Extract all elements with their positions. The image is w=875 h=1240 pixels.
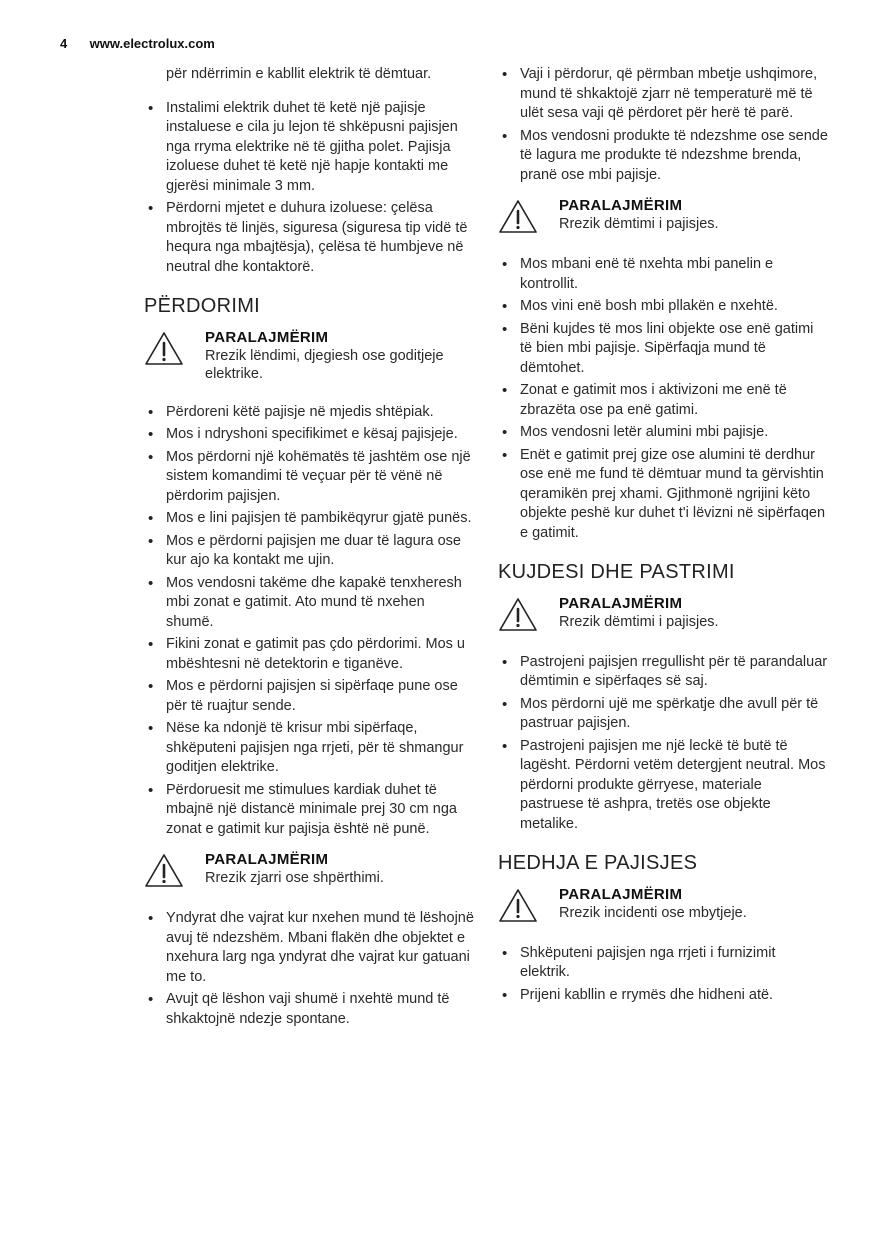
warning-text: Rrezik dëmtimi i pajisjes. [559,216,719,232]
bullet-list [144,909,474,1029]
list-item: • Avujt që lëshon vaji shumë i nxehtë mund të shkaktojnë ndezje spontane. [144,990,474,1029]
page-number: 4 [60,36,68,51]
warning-heading: PARALAJMËRIM [559,197,683,214]
right-column [498,65,828,1017]
warning-triangle-icon [498,199,538,235]
list-item: • Yndyrat dhe vajrat kur nxehen mund të lëshojnë avuj të ndezshëm. Mbani flakën dhe objektet e nxehura larg nga yndyrat dhe vajrat kur gatuani me to. [144,909,474,987]
section-title-care: KUJDESI DHE PASTRIMI [498,561,735,583]
list-item: • Mos vendosni letër alumini mbi pajisje. [498,423,828,443]
list-item: • Instalimi elektrik duhet të ketë një pajisje instaluese e cila ju lejon të shkëpusni pajisjen nga rryma elektrike në të gjitha polet. Pajisja izoluese duhet të ketë një hapje kontakti me gjerësi minimale 3 mm. [144,99,474,197]
warning-heading: PARALAJMËRIM [559,885,683,903]
list-item: • Mos vini enë bosh mbi pllakën e nxehtë. [498,297,828,317]
continuation-text: për ndërrimin e kabllit elektrik të dëmtuar. [166,66,432,82]
list-item: • Mos vendosni produkte të ndezshme ose sende të lagura me produkte të ndezshme brenda, pranë ose mbi pajisje. [498,127,828,186]
bullet-list [144,403,474,840]
list-item: • Mos e përdorni pajisjen me duar të lagura ose kur ajo ka kontakt me ujin. [144,532,474,571]
website-url: www.electrolux.com [89,36,215,51]
list-item: • Pastrojeni pajisjen rregullisht për të parandaluar dëmtimin e sipërfaqes së saj. [498,653,828,692]
warning-box [498,595,828,633]
bullet-list [498,65,828,185]
section-title-disposal: HEDHJA E PAJISJES [498,852,698,874]
list-item: • Përdoruesit me stimulues kardiak duhet të mbajnë një distancë minimale prej 30 cm nga zonat e gatimit kur pajisja është në punë. [144,781,474,840]
list-item: • Vaji i përdorur, që përmban mbetje ushqimore, mund të shkaktojë zjarr në temperaturë më të ulët sesa vaji që përdoret për herë të parë. [498,65,828,124]
warning-triangle-icon [144,853,184,889]
list-item: • Mos e lini pajisjen të pambikëqyrur gjatë punës. [144,509,474,529]
warning-triangle-icon [144,331,184,367]
page-header [60,36,215,51]
warning-triangle-icon [498,597,538,633]
left-column [144,65,474,1041]
warning-box [144,851,474,889]
list-item: • Mos i ndryshoni specifikimet e kësaj pajisjeje. [144,425,474,445]
list-item: • Nëse ka ndonjë të krisur mbi sipërfaqe, shkëputeni pajisjen nga rrjeti, për të shmangur goditjen elektrike. [144,719,474,778]
list-item: • Shkëputeni pajisjen nga rrjeti i furnizimit elektrik. [498,944,828,983]
warning-text: Rrezik zjarri ose shpërthimi. [205,870,384,886]
warning-text: Rrezik lëndimi, djegiesh ose goditjeje elektrike. [205,347,444,382]
warning-heading: PARALAJMËRIM [205,851,329,868]
warning-box [144,329,474,383]
warning-heading: PARALAJMËRIM [559,594,683,612]
list-item: • Prijeni kabllin e rrymës dhe hidheni atë. [498,986,828,1006]
bullet-list [498,944,828,1006]
warning-heading: PARALAJMËRIM [205,328,329,346]
bullet-list [144,99,474,278]
list-item: • Mos përdorni një kohëmatës të jashtëm ose një sistem komandimi të veçuar për të vënë në përdorim pajisjen. [144,448,474,507]
list-item: • Mos vendosni takëme dhe kapakë tenxheresh mbi zonat e gatimit. Ato mund të nxehen shumë. [144,574,474,633]
list-item: • Përdorni mjetet e duhura izoluese: çelësa mbrojtës të linjës, siguresa (siguresa tip vidë të hequra nga mbajtësja), çelësa të humbjeve në neutral dhe kontaktorë. [144,199,474,277]
warning-text: Rrezik dëmtimi i pajisjes. [559,613,719,630]
list-item: • Pastrojeni pajisjen me një leckë të butë të lagësht. Përdorni vetëm detergjent neutral. Mos përdorni produkte gërryese, materiale pastruese të ashpra, tretës ose objekte metalike. [498,737,828,835]
bullet-list [498,255,828,543]
warning-box [498,197,828,235]
section-title-usage: PËRDORIMI [144,295,261,317]
list-item: • Mos e përdorni pajisjen si sipërfaqe pune ose për të ruajtur sende. [144,677,474,716]
list-item: • Përdoreni këtë pajisje në mjedis shtëpiak. [144,403,474,423]
list-item: • Zonat e gatimit mos i aktivizoni me enë të zbrazëta ose pa enë gatimi. [498,381,828,420]
list-item: • Fikini zonat e gatimit pas çdo përdorimi. Mos u mbështesni në detektorin e tiganëve. [144,635,474,674]
warning-text: Rrezik incidenti ose mbytjeje. [559,904,747,921]
list-item: • Mos mbani enë të nxehta mbi panelin e kontrollit. [498,255,828,294]
list-item: • Enët e gatimit prej gize ose alumini të derdhur ose enë me fund të dëmtuar mund ta gërvishtin qeramikën prej xhami. Gjithmonë ngrijini këto objekte peshë kur duhet t'i lëvizni në sipërfaqen e gatimit. [498,446,828,544]
list-item: • Mos përdorni ujë me spërkatje dhe avull për të pastruar pajisjen. [498,695,828,734]
list-item: • Bëni kujdes të mos lini objekte ose enë gatimi të bien mbi pajisje. Sipërfaqja mund të dëmtohet. [498,320,828,379]
bullet-list [498,653,828,835]
warning-box [498,886,828,924]
warning-triangle-icon [498,888,538,924]
